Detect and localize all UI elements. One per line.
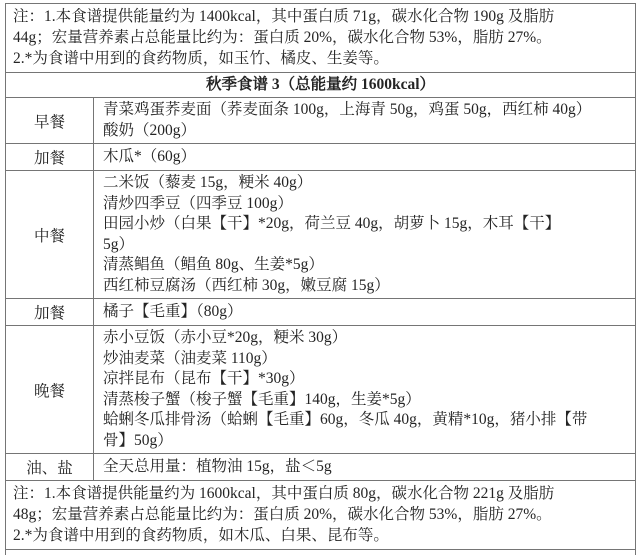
meal-item: 5g）: [103, 235, 629, 256]
meal-item: 橘子【毛重】（80g）: [103, 302, 629, 323]
meal-content: [94, 144, 636, 171]
meal-label: 加餐: [6, 299, 94, 326]
meal-item: 田园小炒（白果【干】*20g，荷兰豆 40g，胡萝卜 15g，木耳【干】: [103, 214, 629, 235]
meal-item: 全天总用量：植物油 15g，盐＜5g: [103, 457, 629, 478]
meal-item: 青菜鸡蛋荞麦面（荞麦面条 100g，上海青 50g，鸡蛋 50g，西红柿 40g）: [103, 100, 629, 121]
meal-item: 木瓜*（60g）: [103, 147, 629, 168]
meal-plan-table: [5, 3, 636, 555]
table-title: 秋季食谱 3（总能量约 1600kcal）: [6, 73, 636, 98]
meal-item: 清蒸鲳鱼（鲳鱼 80g、生姜*5g）: [103, 255, 629, 276]
note-line: 注：1.本食谱提供能量约为 1600kcal，其中蛋白质 80g，碳水化合物 221g 及脂肪: [13, 483, 629, 504]
meal-content: [94, 454, 636, 481]
meal-label: 早餐: [6, 98, 94, 144]
cutoff-row: [6, 550, 636, 555]
table-row-oil-salt: [6, 454, 636, 481]
meal-item: 酸奶（200g）: [103, 121, 629, 142]
meal-item: 清炒四季豆（四季豆 100g）: [103, 194, 629, 215]
top-note-row: [6, 4, 636, 73]
note-line: 44g；宏量营养素占总能量比约为：蛋白质 20%，碳水化合物 53%，脂肪 27%。: [13, 27, 629, 48]
bottom-note: [6, 481, 636, 550]
meal-item: 赤小豆饭（赤小豆*20g，粳米 30g）: [103, 328, 629, 349]
bottom-note-row: [6, 481, 636, 550]
table-row-breakfast: [6, 98, 636, 144]
meal-label: 油、盐: [6, 454, 94, 481]
meal-content: [94, 326, 636, 454]
meal-label: 加餐: [6, 144, 94, 171]
note-line: 2.*为食谱中用到的食药物质，如木瓜、白果、昆布等。: [13, 525, 629, 546]
meal-item: 凉拌昆布（昆布【干】*30g）: [103, 369, 629, 390]
meal-item: 炒油麦菜（油麦菜 110g）: [103, 349, 629, 370]
table-row-lunch: [6, 171, 636, 299]
meal-item: 二米饭（藜麦 15g，粳米 40g）: [103, 173, 629, 194]
note-line: 2.*为食谱中用到的食药物质，如玉竹、橘皮、生姜等。: [13, 48, 629, 69]
note-line: 注：1.本食谱提供能量约为 1400kcal，其中蛋白质 71g，碳水化合物 190g 及脂肪: [13, 6, 629, 27]
meal-content: [94, 171, 636, 299]
note-line: 48g；宏量营养素占总能量比约为：蛋白质 20%，碳水化合物 53%，脂肪 27%。: [13, 504, 629, 525]
meal-item: 骨】50g）: [103, 431, 629, 452]
title-row: [6, 73, 636, 98]
meal-item: 西红柿豆腐汤（西红柿 30g，嫩豆腐 15g）: [103, 276, 629, 297]
meal-label: 中餐: [6, 171, 94, 299]
meal-item: 蛤蜊冬瓜排骨汤（蛤蜊【毛重】60g，冬瓜 40g，黄精*10g，猪小排【带: [103, 410, 629, 431]
table-row-snack-1: [6, 144, 636, 171]
table-row-snack-2: [6, 299, 636, 326]
meal-content: [94, 299, 636, 326]
meal-label: 晚餐: [6, 326, 94, 454]
top-note: [6, 4, 636, 73]
meal-content: [94, 98, 636, 144]
meal-item: 清蒸梭子蟹（梭子蟹【毛重】140g，生姜*5g）: [103, 390, 629, 411]
table-row-dinner: [6, 326, 636, 454]
cutoff-cell: [6, 550, 636, 555]
